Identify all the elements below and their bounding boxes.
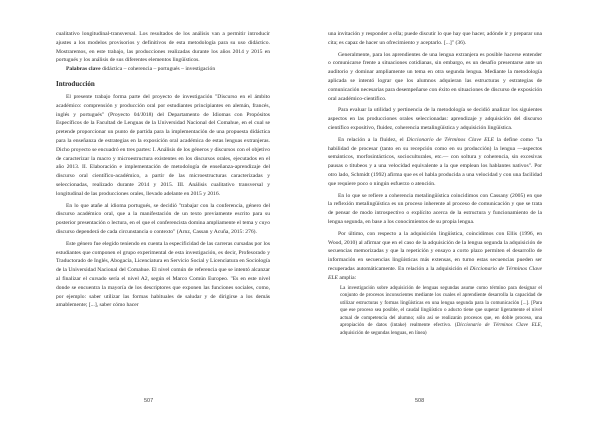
- quote-dictionary-title: Diccionario de Términos Clave ELE: [456, 322, 541, 329]
- paragraph-genre: Este género fue elegido teniendo en cuenta la especificidad de las carreras cursadas por los estudiantes que componen el grupo experimental de esta investigación, es decir, Profesorado y Traductorado de Inglés, Abogacía, Licenciatura en Servicio Social y Licenciatura en Sociología de la Universidad Nacional del Comahue. El nivel común de referencia que se intentó alcanzar al finalizar el cursado sería el nivel A2, según el Marco Común Europeo. "Es en este nivel donde se encuentra la mayoría de los descriptores que exponen las funciones sociales, como, por ejemplo: saber utilizar las formas habituales de saludar y de dirigirse a los demás amablemente; [...], saber cómo hacer: [56, 240, 270, 309]
- keywords-line: [56, 65, 270, 74]
- acquisition-dictionary-title: Diccionario de Términos Clave ELE: [328, 265, 542, 281]
- paragraph-continuation: una invitación y responder a ella; puede discutir lo que hay que hacer, adónde ir y preparar una cita; es capaz de hacer un ofrecimiento y aceptarlo. [...]" (36).: [328, 31, 542, 46]
- right-column: [328, 30, 542, 338]
- paragraph-learners: Generalmente, para los aprendientes de una lengua extranjera es posible hacerse entender o comunicarse frente a situaciones cotidianas, sin embargo, es un desafío presentarse ante un auditorio y dominar ampliamente un tema en otra segunda lengua. Mediante la metodología aplicada se intentó lograr que los alumnos adquieran las estructuras y estrategias de comunicación necesarias para desempeñarse con éxito en situaciones de discurso de exposición oral académico-científico.: [328, 51, 542, 102]
- acquisition-rest: amplia:: [339, 274, 357, 281]
- section-heading: Introducción: [56, 79, 95, 88]
- paragraph-project: El presente trabajo forma parte del proyecto de investigación "Discurso en el ámbito académico: comprensión y producción oral por estudiantes principiantes en alemán, francés, inglés y portugués" (Proyecto 04/J018) del Departamento de Idiomas con Propósitos Específicos de la Facultad de Lenguas de la Universidad Nacional del Comahue, en el cual se pretende proporcionar un punto de partida para la implementación de una propuesta didáctica para la enseñanza de estrategias en la exposición oral académica de estas lenguas extranjeras. Dicho proyecto se encuadró en tres partes: I. Análisis de los géneros y discursos con el objetivo de caracterizar la macro y microestructura existentes en los discursos orales, ejecutados en el año 2013. II. Elaboración e implementación de metodología de enseñanza-aprendizaje del discurso oral científico-académico, a partir de las microestructuras caracterizadas y seleccionadas, realizado durante 2014 y 2015. III. Análisis cualitativo transversal y longitudinal de las producciones orales, llevado adelante en 2015 y 2016.: [56, 93, 270, 197]
- left-column: [56, 30, 270, 310]
- paragraph-evaluation: Para evaluar la utilidad y pertinencia de la metodología se decidió analizar los siguientes aspectos en las producciones orales seleccionadas: aprendizaje y adquisición del discurso científico expositivo, fluidez, coherencia metalingüística y adquisición lingüística.: [328, 107, 542, 131]
- quote-end: , adquisición de segundas lenguas, en línea): [340, 322, 542, 337]
- fluency-dictionary-title: Diccionario de Términos Clave ELE: [406, 136, 495, 143]
- paragraph-portuguese: En lo que atañe al idioma portugués, se decidió "trabajar con la conferencia, género del discurso académico oral, que a la manifestación de un texto previamente escrito para su posterior presentación o lectura, en el que el conferencista domina ampliamente el tema y cuyo discurso dependerá de cada circunstancia o contexto" (Arnz, Cassan y Acuña, 2015: 276).: [56, 202, 270, 235]
- page-number-right: 508: [415, 398, 425, 404]
- page-number-left: 507: [144, 398, 154, 404]
- fluency-rest: la define como "la habilidad de procesar (tanto en su recepción como en su producción) la lengua —aspectos semánticos, morfosintácticos, socioculturales, etc.— con soltura y coherencia, sin excesivas pausas o titubeos y a una velocidad equivalente a la que emplean los hablantes nativos". Por otro lado, Schmidt (1992) afirma que es el habla producida a una velocidad y con una facilidad que requiere poco o ningún esfuerzo o atención.: [328, 136, 542, 187]
- block-quote: [340, 285, 542, 338]
- right-page: [300, 0, 600, 424]
- intro-paragraph: cualitativo longitudinal-transversal. Los resultados de los análisis van a permitir introducir ajustes a los modelos provisorios y definitivos de esta metodología para su uso didáctico. Mostraremos, en este trabajo, las producciones realizadas durante los años 2014 y 2015 en portugués y los análisis de sus diferentes elementos lingüísticos.: [56, 31, 270, 64]
- keywords-label: Palabras clave: [66, 66, 101, 73]
- paragraph-acquisition: [328, 230, 542, 283]
- fluency-start: En relación a la fluidez, el: [338, 136, 404, 143]
- keywords-text: didáctica – coherencia – portugués – investigación: [102, 66, 216, 73]
- paragraph-fluency: [328, 136, 542, 189]
- quote-main: La investigación sobre adquisición de lenguas segundas asume como término para designar el conjunto de procesos inconscientes mediante los cuales el aprendiente desarrolla la capacidad de utilizar estructuras y formas lingüísticas en una lengua segunda para la comunicación [...]. [Para que ese proceso sea posible, el caudal lingüístico o aducto tiene que superar ligeramente el nivel actual de competencia del alumno; sólo así se realizarán procesos que, en doble proceso, una apropiación de datos (intake) realmente efectivo. (: [340, 284, 542, 329]
- paragraph-coherence: En lo que se refiere a coherencia metalingüística coincidimos con Cassany (2005) en que la reflexión metalingüística es un proceso inherente al proceso de comunicación y que se trata de pensar de modo introspectivo o explícito acerca de la estructura y funcionamiento de la lengua segunda, en base a los conocimientos de su propia lengua.: [328, 192, 542, 225]
- acquisition-start: Por último, con respecto a la adquisición lingüística, coincidimos con Ellis (1996, en Wood, 2010) al afirmar que en el caso de la adquisición de la lengua segunda la adquisición de secuencias memorizadas y que la repetición y ensayo a corto plazo permiten el desarrollo de información en secuencias lingüísticas más extensas, en turno estas secuencias pueden ser recuperadas automáticamente. En relación a la adquisición el: [328, 230, 542, 272]
